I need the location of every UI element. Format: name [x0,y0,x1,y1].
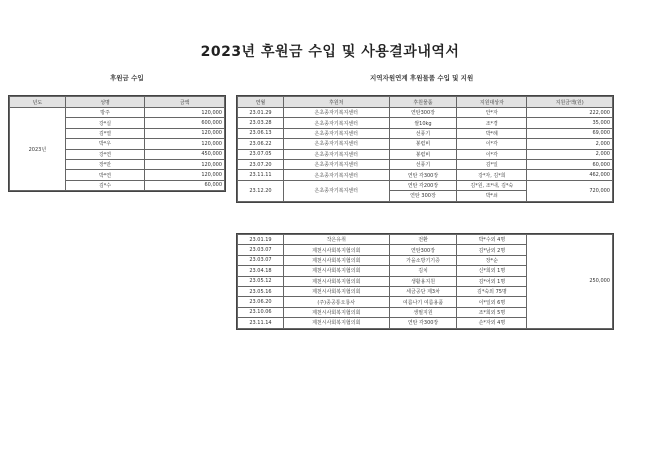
amount-cell: 120,000 [145,159,225,169]
support-amount-cell: 35,000 [527,118,613,128]
donor-cell: 은초종자기복지센터 [283,159,389,169]
target-cell: 박*례 [457,128,527,138]
item-cell: 선풍기 [389,159,457,169]
donor-cell: 은초종자기복지센터 [283,108,389,118]
donor-name-cell: 박*연 [65,170,145,180]
support-amount-cell: 222,000 [527,108,613,118]
amount-cell: 120,000 [145,128,225,138]
support-amount-cell: 720,000 [527,180,613,201]
item-cell: 연탄 300장 [389,191,457,201]
donor-cell: 은초종자기복지센터 [283,170,389,180]
date-cell: 23.03.07 [238,255,284,265]
item-cell: 쌀10kg [389,118,457,128]
donor-cell: 제천시사회복지협의회 [283,255,389,265]
date-cell: 23.04.18 [238,266,284,276]
target-cell: 이*각 [457,149,527,159]
donor-name-cell: 방주 [65,108,145,118]
donor-cell: 제천시사회복지협의회 [283,266,389,276]
target-cell: 김*남외 2명 [457,245,527,255]
table-row [238,149,613,159]
item-cell: 선풍기 [389,128,457,138]
item-cell: 연탄 각300장 [389,170,457,180]
item-cell: 연탄300장 [389,245,457,255]
header-amount: 금액 [145,97,225,108]
header-item: 후원물품 [389,97,457,108]
table-row [238,170,613,180]
donor-cell: 은초종자기복지센터 [283,128,389,138]
support-amount-cell: 60,000 [527,159,613,169]
year-cell: 2023년 [10,108,66,191]
item-cell: 전환 [389,235,457,245]
header-donor: 후원처 [283,97,389,108]
target-cell: 김*어외 1명 [457,276,527,286]
table-row [238,235,613,245]
date-cell: 23.05.16 [238,286,284,296]
support-amount-cell: 250,000 [527,235,613,329]
item-cell: 연탄 각200장 [389,180,457,190]
donor-cell: 제천시사회복지협의회 [283,245,389,255]
donor-cell: 은초종자기복지센터 [283,149,389,159]
date-cell: 23.01.19 [238,235,284,245]
date-cell: 23.01.29 [238,108,284,118]
item-cell: 생활용지원 [389,276,457,286]
target-cell: 손*자외 4명 [457,318,527,328]
support-amount-cell: 462,000 [527,170,613,180]
item-cell: 연탄 각300장 [389,318,457,328]
amount-cell: 60,000 [145,180,225,190]
header-date: 연월 [238,97,284,108]
donor-cell: (주)종공통오룡사 [283,297,389,307]
donor-cell: 은초종자기복지센터 [283,118,389,128]
amount-cell: 120,000 [145,139,225,149]
date-cell: 23.06.20 [238,297,284,307]
item-cell: 가을소방기기증 [389,255,457,265]
support-amount-cell: 2,000 [527,139,613,149]
header-name: 성명 [65,97,145,108]
target-cell: 안*자 [457,108,527,118]
donor-cell: 제천시사회복지협의회 [283,318,389,328]
support-amount-cell: 2,000 [527,149,613,159]
target-cell: 김*원, 조*내, 김*숙 [457,180,527,190]
date-cell: 23.03.28 [238,118,284,128]
item-cell: 여름나기 여름용품 [389,297,457,307]
amount-cell: 120,000 [145,108,225,118]
donor-name-cell: 장*만 [65,159,145,169]
target-cell: 이*일외 6명 [457,297,527,307]
donation-income-table [9,96,225,191]
donor-cell: 작은유취 [283,235,389,245]
amount-cell: 120,000 [145,170,225,180]
target-cell: 장*순 [457,255,527,265]
date-cell: 23.03.07 [238,245,284,255]
date-cell: 23.07.05 [238,149,284,159]
target-cell: 김*숙외 75명 [457,286,527,296]
target-cell: 박*쇠 [457,191,527,201]
table-row [10,108,225,118]
table-row [238,159,613,169]
donor-name-cell: 강*실 [65,118,145,128]
table-row [238,128,613,138]
amount-cell: 450,000 [145,149,225,159]
target-cell: 김*일 [457,159,527,169]
table-row [238,139,613,149]
header-support-amount: 지원금액(원) [527,97,613,108]
item-cell: 봉렴비 [389,149,457,159]
target-cell: 조*희외 5명 [457,307,527,317]
target-cell: 신*희외 1명 [457,266,527,276]
right-subtitle: 지역자원연계 후원물품 수입 및 지원 [370,74,474,82]
table-row [238,118,613,128]
donor-cell: 제천시사회복지협의회 [283,276,389,286]
amount-cell: 600,000 [145,118,225,128]
table-row [238,180,613,190]
date-cell: 23.12.20 [238,180,284,201]
item-cell: 생필지원 [389,307,457,317]
page-title: 2023년 후원금 수입 및 사용결과내역서 [200,44,460,60]
item-cell: 연탄300장 [389,108,457,118]
left-subtitle: 후원금 수입 [110,74,144,82]
header-target: 지원대상자 [457,97,527,108]
date-cell: 23.10.06 [238,307,284,317]
date-cell: 23.11.11 [238,170,284,180]
date-cell: 23.11.14 [238,318,284,328]
date-cell: 23.06.22 [238,139,284,149]
regional-support-table [237,234,613,329]
item-cell: 김치 [389,266,457,276]
header-year: 년도 [10,97,66,108]
item-cell: 세금공단 제3차 [389,286,457,296]
date-cell: 23.07.20 [238,159,284,169]
target-cell: 조*경 [457,118,527,128]
date-cell: 23.06.13 [238,128,284,138]
table-row [238,108,613,118]
target-cell: 박*수외 4명 [457,235,527,245]
target-cell: 이*각 [457,139,527,149]
goods-support-table [237,96,613,202]
donor-name-cell: 강*연 [65,149,145,159]
donor-cell: 제천시사회복지협의회 [283,307,389,317]
support-amount-cell: 69,000 [527,128,613,138]
target-cell: 강*자, 김*희 [457,170,527,180]
date-cell: 23.05.12 [238,276,284,286]
donor-name-cell: 박*우 [65,139,145,149]
donor-cell: 은초종자기복지센터 [283,139,389,149]
donor-cell: 제천시사회복지협의회 [283,286,389,296]
item-cell: 봉렴비 [389,139,457,149]
donor-cell: 은초종자기복지센터 [283,180,389,201]
donor-name-cell: 김*수 [65,180,145,190]
donor-name-cell: 김*열 [65,128,145,138]
